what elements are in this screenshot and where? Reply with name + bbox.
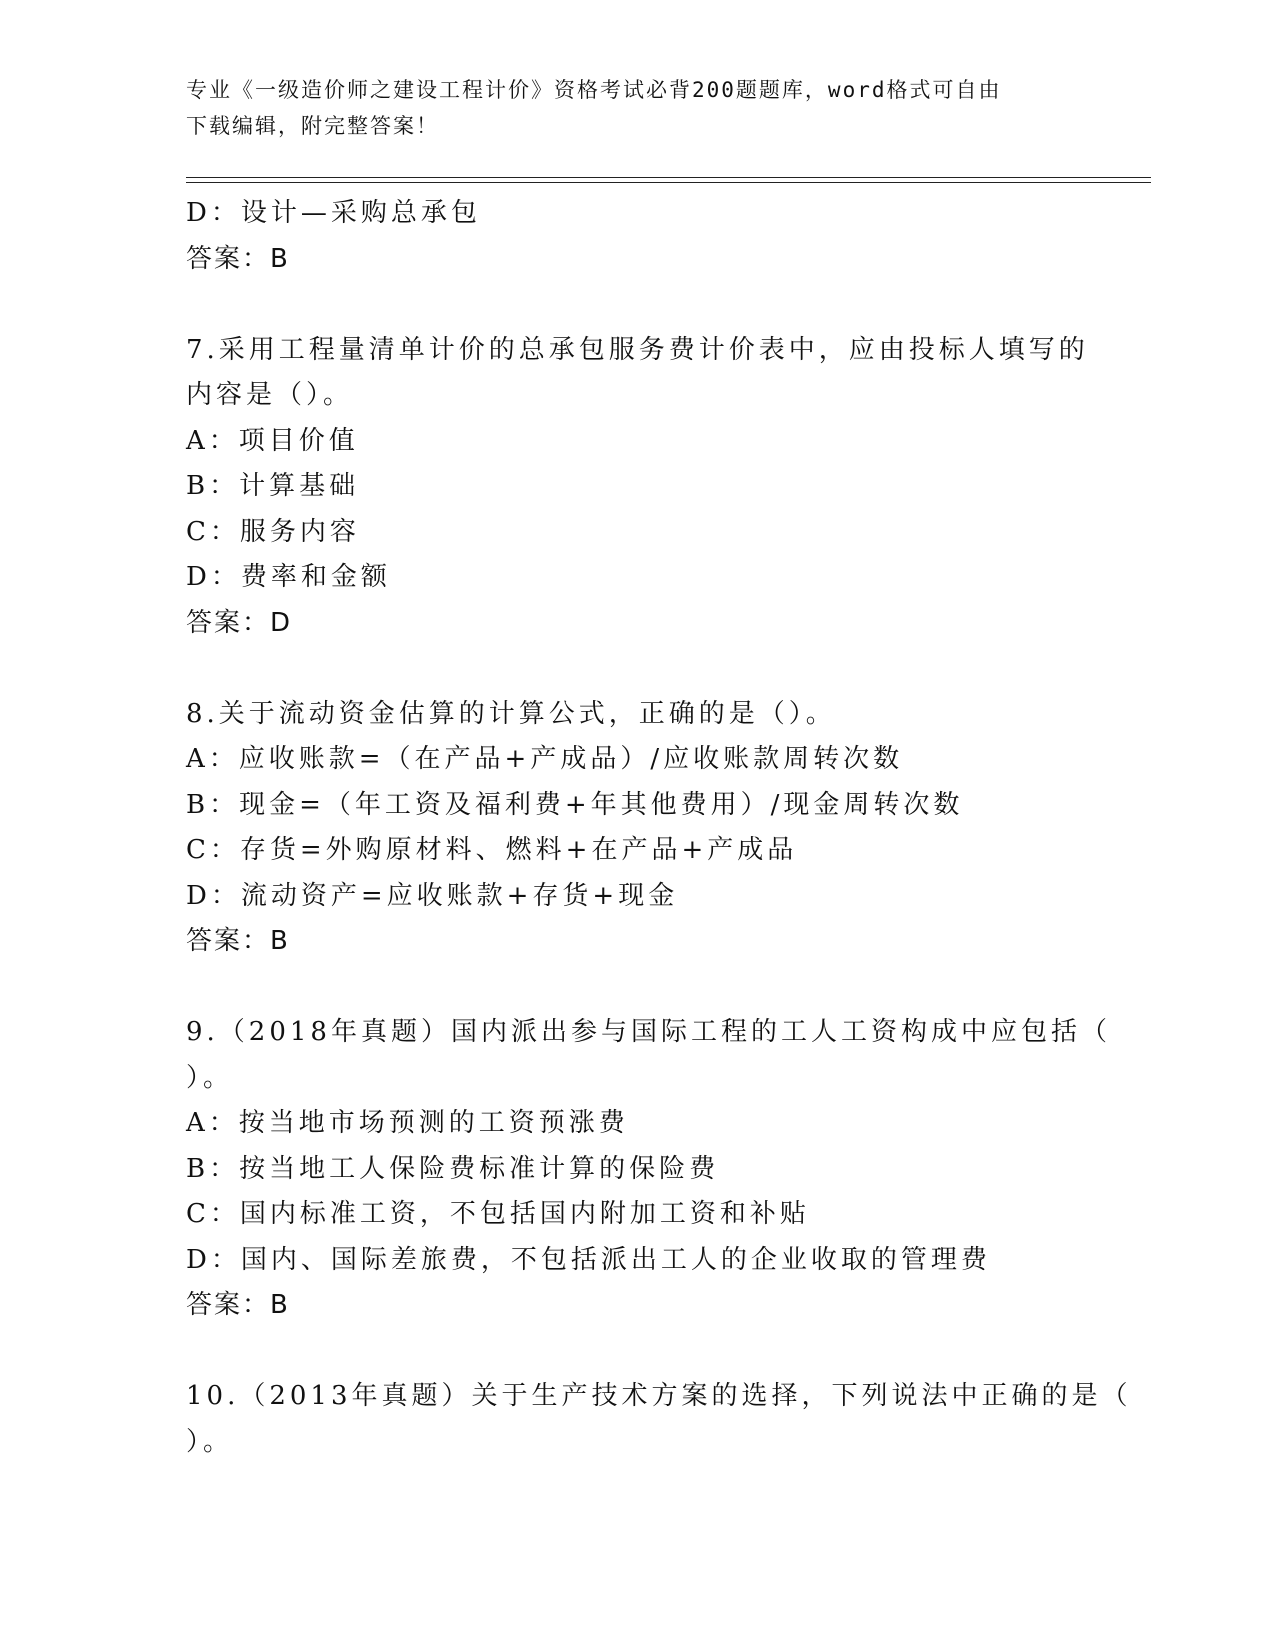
question-stem: 8.关于流动资金估算的计算公式，正确的是（）。 [186, 698, 836, 729]
option-b: B：现金=（年工资及福利费+年其他费用）/现金周转次数 [186, 789, 964, 820]
question-list [186, 191, 1132, 1465]
answer: 答案：B [186, 926, 290, 956]
question-8 [186, 692, 1086, 965]
question-stem: 7.采用工程量清单计价的总承包服务费计价表中，应由投标人填写的 [186, 334, 1089, 365]
question-stem: 10.（2013年真题）关于生产技术方案的选择，下列说法中正确的是（ [186, 1381, 1132, 1411]
option-c: C：服务内容 [186, 516, 360, 547]
question-10 [186, 1374, 1132, 1465]
option-d: D：设计—采购总承包 [186, 198, 481, 228]
header-line-2: 下载编辑，附完整答案！ [186, 114, 439, 138]
option-a: A：项目价值 [186, 425, 359, 456]
answer: 答案：B [186, 1290, 290, 1320]
option-a: A：应收账款=（在产品+产成品）/应收账款周转次数 [186, 744, 904, 774]
question-stem: ）。 [186, 1426, 234, 1457]
option-d: D：流动资产=应收账款+存货+现金 [186, 880, 679, 911]
document-header [186, 72, 1066, 144]
answer: 答案：B [186, 243, 290, 274]
option-c: C：国内标准工资，不包括国内附加工资和补贴 [186, 1199, 810, 1229]
answer: 答案：D [186, 607, 293, 638]
option-a: A：按当地市场预测的工资预涨费 [186, 1108, 629, 1138]
option-d: D：国内、国际差旅费，不包括派出工人的企业收取的管理费 [186, 1244, 991, 1275]
spacer [186, 646, 1086, 692]
spacer [186, 282, 1086, 328]
spacer [186, 1329, 1086, 1375]
option-d: D：费率和金额 [186, 562, 391, 592]
question-fragment [186, 191, 1086, 282]
spacer [186, 965, 1086, 1011]
question-stem: 内容是（）。 [186, 380, 354, 410]
header-divider-bottom [186, 182, 1151, 183]
header-divider-top [186, 177, 1151, 178]
header-line-1: 专业《一级造价师之建设工程计价》资格考试必背200题题库，word格式可自由 [186, 78, 1002, 102]
question-stem: 9.（2018年真题）国内派出参与国际工程的工人工资构成中应包括（ [186, 1017, 1111, 1047]
question-stem: ）。 [186, 1062, 234, 1093]
option-b: B：计算基础 [186, 471, 360, 501]
option-c: C：存货=外购原材料、燃料+在产品+产成品 [186, 835, 798, 865]
option-b: B：按当地工人保险费标准计算的保险费 [186, 1153, 720, 1184]
question-7 [186, 328, 1089, 647]
question-9 [186, 1010, 1111, 1329]
